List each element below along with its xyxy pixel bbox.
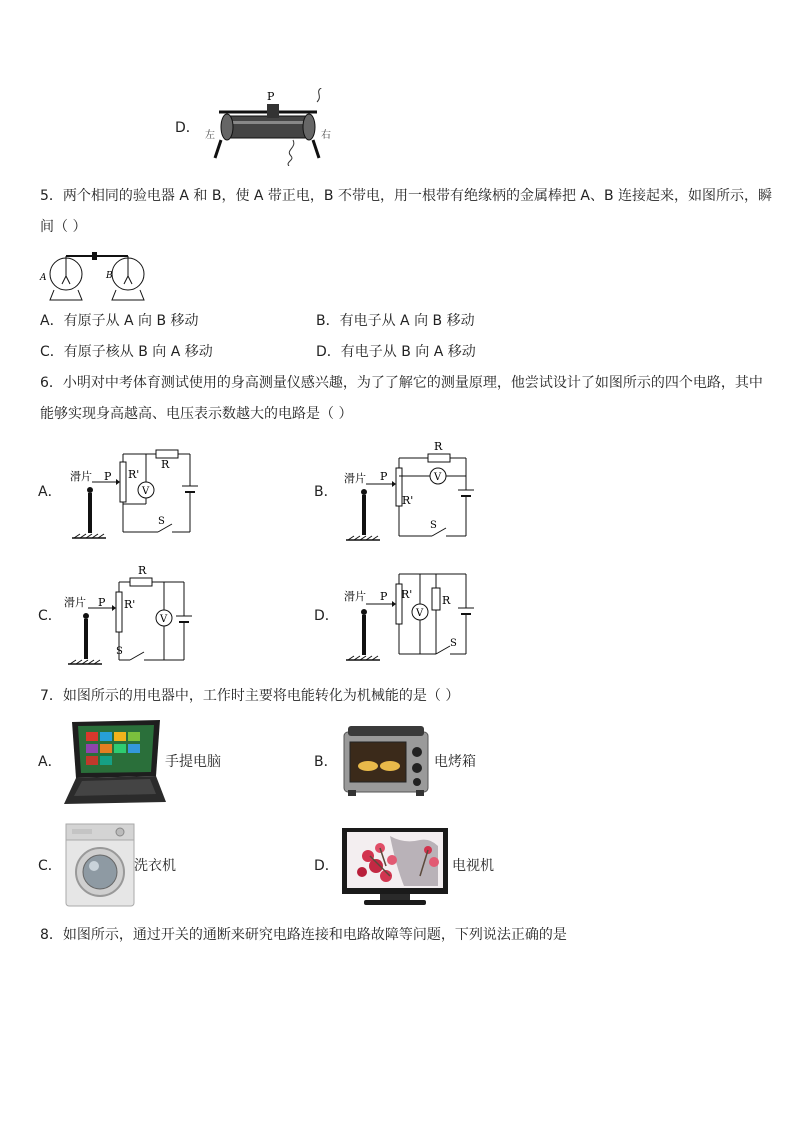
q7-option-b-name: 电烤箱 bbox=[434, 754, 476, 770]
q6-option-d-label: D． bbox=[314, 608, 339, 624]
q7-option-d-letter: D． bbox=[314, 858, 339, 874]
circuit-a bbox=[68, 444, 198, 542]
circuit-b-p-label: P bbox=[380, 470, 388, 483]
electroscope-b-label: B bbox=[106, 271, 113, 281]
electroscope-figure bbox=[38, 246, 150, 302]
circuit-d-v-label: V bbox=[416, 608, 424, 619]
circuit-b-r-label: R bbox=[434, 440, 443, 453]
q5-stem-line1: 5．两个相同的验电器 A 和 B，使 A 带正电，B 不带电，用一根带有绝缘柄的金属棒把 A、B 连接起来，如图所示，瞬 bbox=[40, 188, 773, 204]
washing-machine-icon bbox=[64, 822, 136, 912]
circuit-b-rprime-label: R' bbox=[402, 494, 414, 507]
circuit-a-s-label: S bbox=[158, 516, 165, 527]
circuit-c-v-label: V bbox=[160, 614, 168, 625]
circuit-a-slider-label: 滑片 bbox=[70, 470, 92, 483]
q6-option-a-label: A． bbox=[38, 484, 62, 500]
circuit-d-r-label: R bbox=[442, 594, 451, 607]
circuit-b-slider-label: 滑片 bbox=[344, 472, 366, 485]
q4-option-d-label: D． bbox=[175, 120, 200, 136]
q6-option-c-label: C． bbox=[38, 608, 62, 624]
circuit-a-rprime-label: R' bbox=[128, 468, 140, 481]
q5-option-a: A．有原子从 A 向 B 移动 bbox=[40, 313, 199, 329]
q7-option-a-name: 手提电脑 bbox=[165, 754, 221, 770]
q6-option-b-label: B． bbox=[314, 484, 338, 500]
circuit-b bbox=[342, 438, 476, 544]
circuit-c-rprime-label: R' bbox=[124, 598, 136, 611]
electroscope-a-label: A bbox=[40, 273, 47, 283]
q5-option-c: C．有原子核从 B 向 A 移动 bbox=[40, 344, 213, 360]
circuit-c-s-label: S bbox=[116, 646, 123, 657]
q7-option-b-letter: B． bbox=[314, 754, 338, 770]
q7-option-d-name: 电视机 bbox=[452, 858, 494, 874]
q5-stem-line2: 间（ ） bbox=[40, 219, 87, 235]
circuit-c-slider-label: 滑片 bbox=[64, 596, 86, 609]
rheostat-figure bbox=[205, 88, 335, 166]
circuit-c-p-label: P bbox=[98, 596, 106, 609]
q7-stem: 7．如图所示的用电器中，工作时主要将电能转化为机械能的是（ ） bbox=[40, 688, 460, 704]
q7-option-a-letter: A． bbox=[38, 754, 62, 770]
q7-option-c-letter: C． bbox=[38, 858, 62, 874]
q7-option-c-name: 洗衣机 bbox=[134, 858, 176, 874]
circuit-c-r-label: R bbox=[138, 564, 147, 577]
q8-stem: 8．如图所示，通过开关的通断来研究电路连接和电路故障等问题，下列说法正确的是 bbox=[40, 927, 567, 943]
circuit-d-s-label: S bbox=[450, 638, 457, 649]
q6-stem-line2: 能够实现身高越高、电压表示数越大的电路是（ ） bbox=[40, 406, 353, 422]
circuit-b-v-label: V bbox=[434, 472, 442, 483]
circuit-d-slider-label: 滑片 bbox=[344, 590, 366, 603]
circuit-a-p-label: P bbox=[104, 470, 112, 483]
circuit-a-v-label: V bbox=[142, 486, 150, 497]
circuit-d-p-label: P bbox=[380, 590, 388, 603]
rheostat-right-label: 右 bbox=[321, 130, 331, 141]
rheostat-p-label: P bbox=[267, 90, 275, 103]
q5-option-b: B．有电子从 A 向 B 移动 bbox=[316, 313, 475, 329]
oven-icon bbox=[340, 724, 432, 804]
q6-stem-line1: 6．小明对中考体育测试使用的身高测量仪感兴趣，为了了解它的测量原理，他尝试设计了如图所示的四个电路，其中 bbox=[40, 375, 763, 391]
circuit-a-r-label: R bbox=[161, 458, 170, 471]
q5-option-d: D．有电子从 B 向 A 移动 bbox=[316, 344, 476, 360]
circuit-d bbox=[342, 568, 476, 664]
laptop-icon bbox=[62, 718, 166, 810]
rheostat-left-label: 左 bbox=[205, 130, 215, 141]
circuit-b-s-label: S bbox=[430, 520, 437, 531]
circuit-d-rprime-label: R' bbox=[401, 588, 413, 601]
circuit-c bbox=[64, 562, 196, 668]
tv-icon bbox=[340, 826, 450, 912]
